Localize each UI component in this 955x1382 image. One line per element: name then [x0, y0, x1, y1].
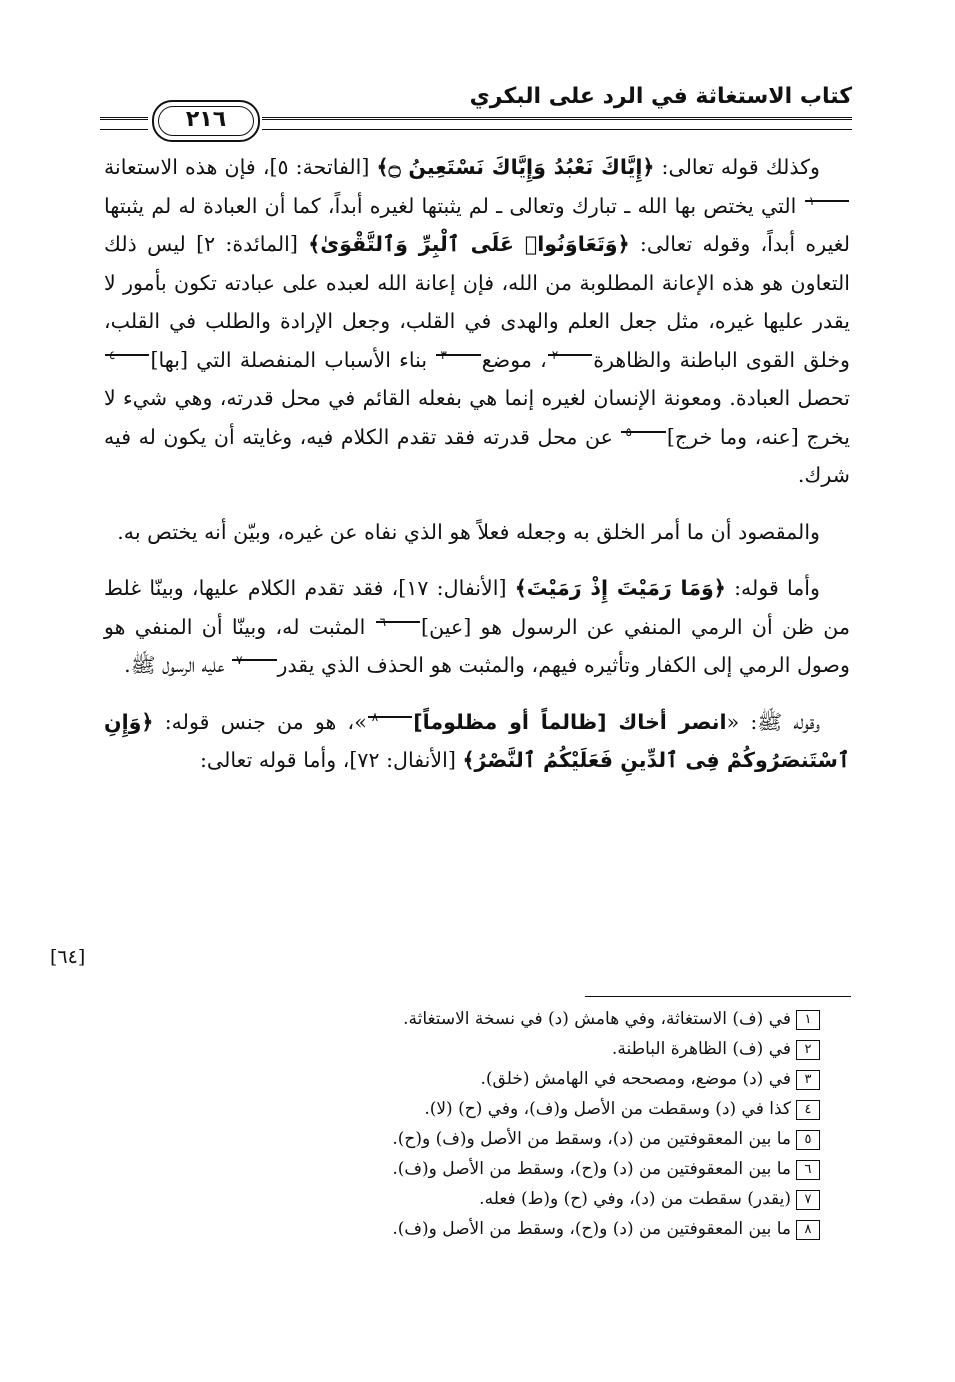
footnote-3 [230, 1064, 820, 1094]
manuscript-page-marker: [٦٤] [50, 946, 86, 968]
footnote-ref-6[interactable]: ٦ [376, 621, 420, 623]
footnote-text: ما بين المعقوفتين من (د) و(ح)، وسقط من الأصل و(ف). [392, 1219, 791, 1239]
footnote-number: ٨ [796, 1220, 820, 1240]
page-header [100, 78, 852, 138]
text-run: وكذلك قوله تعالى: [654, 155, 820, 179]
text-run: بناء الأسباب المنفصلة التي [بها] [150, 347, 436, 372]
footnote-6 [230, 1154, 820, 1184]
paragraph-4 [104, 703, 850, 780]
footnote-ref-2[interactable]: ٢ [548, 354, 592, 356]
footnote-number: ٤ [796, 1100, 820, 1120]
text-run: »، هو من جنس قوله: [153, 709, 367, 734]
text-run: التي يختص بها الله ـ تبارك وتعالى ـ لم يثبتها لغيره أبداً، كما أن العبادة له لم يثبتها لغيره أبداً، وقوله تعالى: [104, 193, 850, 256]
text-run: عليه الرسول ﷺ. [124, 653, 232, 677]
footnote-1 [230, 1004, 820, 1034]
text-run: [الأنفال: ٧٢]، وأما قوله تعالى: [199, 748, 463, 772]
quran-verse: ﴿وَتَعَاوَنُوا۟ عَلَى ٱلْبِرِّ وَٱلتَّقْوَىٰ﴾ [308, 232, 630, 256]
footnote-text: ما بين المعقوفتين من (د)، وسقط من الأصل و(ف) و(ح). [392, 1129, 791, 1149]
page-number: ٢١٦ [185, 107, 227, 132]
footnote-text: كذا في (د) وسقطت من الأصل و(ف)، وفي (ح) (لا). [424, 1099, 791, 1119]
footnote-text: (يقدر) سقطت من (د)، وفي (ح) و(ط) فعله. [479, 1189, 791, 1209]
footnote-ref-5[interactable]: ٥ [621, 431, 665, 433]
footnote-5 [230, 1124, 820, 1154]
paragraph-2: والمقصود أن ما أمر الخلق به وجعله فعلاً هو الذي نفاه عن غيره، وبيّن أنه يختص به. [117, 519, 820, 544]
text-run: عن محل قدرته فقد تقدم الكلام فيه، وغايته أن يكون له فيه شرك. [104, 424, 850, 487]
quran-verse: ﴿إِيَّاكَ نَعْبُدُ وَإِيَّاكَ نَسْتَعِينُ ۝﴾ [376, 155, 655, 179]
footnotes [230, 1004, 820, 1244]
text-run: وأما قوله: [725, 576, 820, 600]
footnote-2 [230, 1034, 820, 1064]
hadith-text: انصر أخاك [ظالماً أو مظلوماً] [413, 709, 727, 734]
footnote-number: ١ [796, 1010, 820, 1030]
text-run: [المائدة: ٢] ليس ذلك التعاون هو هذه الإعانة المطلوبة من الله، فإن إعانة الله لعبده على عبادته تكون بأمور لا يقدر عليها غيره، مثل جعل العلم والهدى في القلب، وجعل الإرادة والطلب في القلب، وخلق القوى الباطنة والظاهرة [104, 232, 851, 372]
footnote-8 [230, 1214, 820, 1244]
paragraph-3 [104, 569, 850, 685]
text-run: المثبت له، وبينّا أن المنفي هو وصول الرمي إلى الكفار وتأثيره فيهم، والمثبت هو الحذف الذي يقدر [104, 614, 850, 677]
quran-verse: ﴿وَإِنِ ٱسْتَنصَرُوكُمْ فِى ٱلدِّينِ فَعَلَيْكُمُ ٱلنَّصْرُ﴾ [104, 709, 850, 772]
paragraph-1 [104, 148, 850, 495]
text-run: تحصل العبادة. ومعونة الإنسان لغيره إنما هي بفعله القائم في محل قدرته، وهي شيء لا يخرج [عنه، وما خرج] [104, 386, 850, 449]
footnote-ref-4[interactable]: ٤ [105, 354, 149, 356]
footnote-4 [230, 1094, 820, 1124]
footnote-number: ٣ [796, 1070, 820, 1090]
footnote-text: ما بين المعقوفتين من (د) و(ح)، وسقط من الأصل و(ف). [392, 1159, 791, 1179]
footnote-ref-3[interactable]: ٣ [436, 354, 480, 356]
footnote-text: في (ف) الظاهرة الباطنة. [611, 1039, 791, 1059]
footnote-text: في (د) موضع، ومصححه في الهامش (خلق). [480, 1069, 791, 1089]
text-run: [الأنفال: ١٧]، فقد تقدم الكلام عليها، وبينّا غلط من ظن أن الرمي المنفي عن الرسول هو [عين] [104, 576, 851, 639]
footnote-ref-1[interactable]: ١ [805, 200, 849, 202]
footnote-text: في (ف) الاستغاثة، وفي هامش (د) في نسخة الاستغاثة. [403, 1009, 791, 1029]
footnote-number: ٥ [796, 1130, 820, 1150]
text-run: [الفاتحة: ٥]، فإن هذه الاستعانة [104, 155, 377, 179]
footnote-number: ٢ [796, 1040, 820, 1060]
main-text [104, 148, 850, 780]
footnote-ref-8[interactable]: ٨ [368, 716, 412, 718]
footnote-separator [585, 996, 851, 997]
quran-verse: ﴿وَمَا رَمَيْتَ إِذْ رَمَيْتَ﴾ [514, 576, 726, 600]
page-number-frame [152, 100, 260, 142]
text-run: وقوله ﷺ: « [726, 709, 820, 734]
footnote-number: ٦ [796, 1160, 820, 1180]
footnote-7 [230, 1184, 820, 1214]
header-rule-left [100, 117, 148, 130]
footnote-ref-7[interactable]: ٧ [232, 659, 276, 661]
running-title: كتاب الاستغاثة في الرد على البكري [469, 84, 852, 109]
header-rule-right [262, 117, 852, 130]
footnote-number: ٧ [796, 1190, 820, 1210]
text-run: ، موضع [481, 347, 547, 372]
